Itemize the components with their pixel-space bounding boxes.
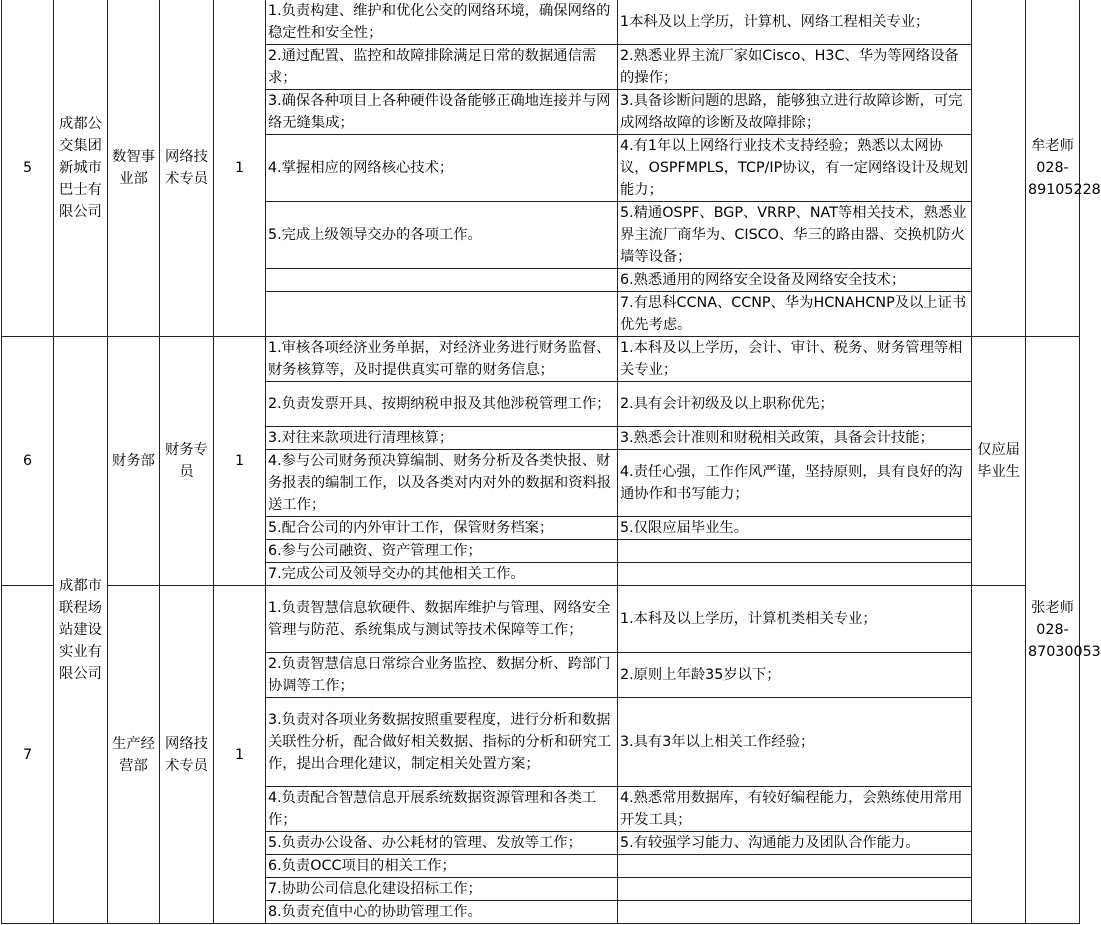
duty-cell: 1.审核各项经济业务单据，对经济业务进行财务监督、财务核算等，及时提供真实可靠的财务信息； — [266, 337, 618, 382]
duty-cell: 6.参与公司融资、资产管理工作； — [266, 540, 618, 563]
requirement-cell: 5.精通OSPF、BGP、VRRP、NAT等相关技术，熟悉业界主流厂商华为、CISCO、华三的路由器、交换机防火墙等设备； — [618, 202, 972, 269]
requirement-cell: 7.有思科CCNA、CCNP、华为HCNAHCNP及以上证书优先考虑。 — [618, 292, 972, 337]
duty-cell: 1.负责智慧信息软硬件、数据库维护与管理、网络安全管理与防范、系统集成与测试等技术保障等工作； — [266, 586, 618, 653]
duty-cell: 5.配合公司的内外审计工作，保管财务档案； — [266, 517, 618, 540]
duty-cell: 3.确保各种项目上各种硬件设备能够正确地连接并与网络无缝集成； — [266, 90, 618, 135]
row-number: 6 — [2, 337, 54, 586]
requirement-cell: 4.责任心强，工作作风严谨，坚持原则，具有良好的沟通协作和书写能力； — [618, 450, 972, 517]
requirement-cell — [618, 540, 972, 563]
requirement-cell — [618, 855, 972, 878]
requirement-cell: 5.仅限应届毕业生。 — [618, 517, 972, 540]
requirement-cell: 3.具备诊断问题的思路，能够独立进行故障诊断，可完成网络故障的诊断及故障排除； — [618, 90, 972, 135]
duty-cell: 4.负责配合智慧信息开展系统数据资源管理和各类工作； — [266, 787, 618, 832]
duty-cell: 3.对往来款项进行清理核算； — [266, 427, 618, 450]
note-cell — [972, 586, 1026, 924]
requirement-cell: 3.具有3年以上相关工作经验； — [618, 698, 972, 787]
duty-cell: 8.负责充值中心的协助管理工作。 — [266, 901, 618, 924]
table-row — [2, 586, 1080, 653]
row-number: 7 — [2, 586, 54, 924]
requirement-cell: 4.有1年以上网络行业技术支持经验；熟悉以太网协议，OSPFMPLS，TCP/IP协议，有一定网络设计及规划能力； — [618, 135, 972, 202]
requirement-cell — [618, 563, 972, 586]
duty-cell: 5.完成上级领导交办的各项工作。 — [266, 202, 618, 269]
department: 生产经营部 — [108, 586, 160, 924]
duty-cell: 1.负责构建、维护和优化公交的网络环境，确保网络的稳定性和安全性； — [266, 0, 618, 45]
department: 数智事业部 — [108, 0, 160, 337]
duty-cell — [266, 269, 618, 292]
requirement-cell: 2.具有会计初级及以上职称优先； — [618, 382, 972, 427]
requirement-cell: 2.熟悉业界主流厂家如Cisco、H3C、华为等网络设备的操作； — [618, 45, 972, 90]
requirement-cell: 3.熟悉会计准则和财税相关政策，具备会计技能； — [618, 427, 972, 450]
duty-cell: 3.负责对各项业务数据按照重要程度，进行分析和数据关联性分析，配合做好相关数据、指标的分析和研究工作，提出合理化建议，制定相关处置方案； — [266, 698, 618, 787]
note-cell: 仅应届毕业生 — [972, 337, 1026, 586]
requirement-cell: 2.原则上年龄35岁以下； — [618, 653, 972, 698]
duty-cell: 6.负责OCC项目的相关工作； — [266, 855, 618, 878]
requirement-cell — [618, 901, 972, 924]
duty-cell: 2.负责智慧信息日常综合业务监控、数据分析、跨部门协调等工作； — [266, 653, 618, 698]
requirement-cell: 1.本科及以上学历，计算机类相关专业； — [618, 586, 972, 653]
duty-cell: 7.协助公司信息化建设招标工作； — [266, 878, 618, 901]
duty-cell: 5.负责办公设备、办公耗材的管理、发放等工作； — [266, 832, 618, 855]
duty-cell: 4.掌握相应的网络核心技术； — [266, 135, 618, 202]
department: 财务部 — [108, 337, 160, 586]
requirement-cell: 6.熟悉通用的网络安全设备及网络安全技术； — [618, 269, 972, 292]
requirement-cell: 4.熟悉常用数据库，有较好编程能力，会熟练使用常用开发工具； — [618, 787, 972, 832]
headcount: 1 — [214, 0, 266, 337]
note-cell — [972, 0, 1026, 337]
position: 财务专员 — [160, 337, 214, 586]
row-number: 5 — [2, 0, 54, 337]
duty-cell: 4.参与公司财务预决算编制、财务分析及各类快报、财务报表的编制工作，以及各类对内对外的数据和资料报送工作； — [266, 450, 618, 517]
duty-cell: 2.通过配置、监控和故障排除满足日常的数据通信需求； — [266, 45, 618, 90]
table-row — [2, 0, 1080, 45]
position: 网络技术专员 — [160, 586, 214, 924]
company-name: 成都市联程场站建设实业有限公司 — [54, 337, 108, 924]
contact: 牟老师028-89105228 — [1026, 0, 1080, 337]
position: 网络技术专员 — [160, 0, 214, 337]
table-row — [2, 337, 1080, 382]
headcount: 1 — [214, 586, 266, 924]
duty-cell: 7.完成公司及领导交办的其他相关工作。 — [266, 563, 618, 586]
requirement-cell: 1本科及以上学历，计算机、网络工程相关专业； — [618, 0, 972, 45]
duty-cell — [266, 292, 618, 337]
contact: 张老师028-87030053 — [1026, 337, 1080, 924]
requirement-cell: 5.有较强学习能力、沟通能力及团队合作能力。 — [618, 832, 972, 855]
job-table — [1, 0, 1101, 924]
company-name: 成都公交集团新城市巴士有限公司 — [54, 0, 108, 337]
headcount: 1 — [214, 337, 266, 586]
duty-cell: 2.负责发票开具、按期纳税申报及其他涉税管理工作； — [266, 382, 618, 427]
requirement-cell: 1.本科及以上学历，会计、审计、税务、财务管理等相关专业； — [618, 337, 972, 382]
requirement-cell — [618, 878, 972, 901]
